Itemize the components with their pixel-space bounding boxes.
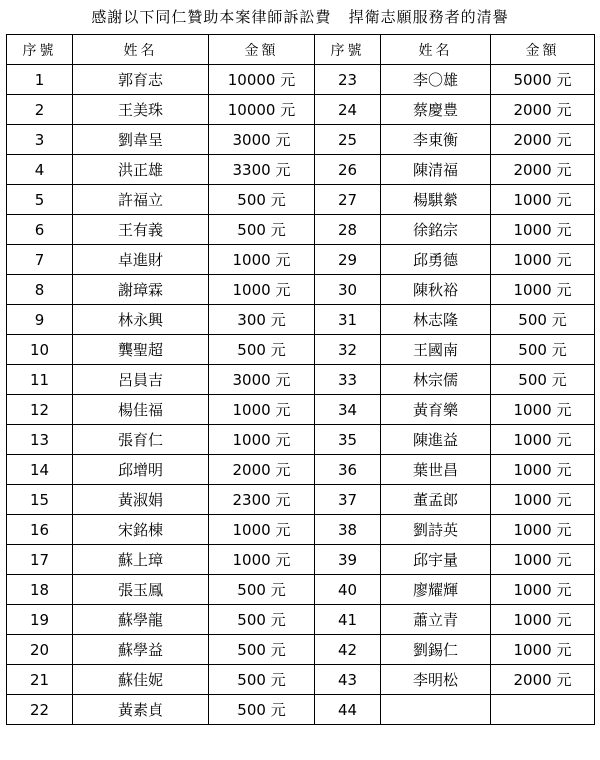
table-header-row <box>7 35 595 65</box>
header-name-left: 姓名 <box>73 35 209 65</box>
donor-name: 黃育樂 <box>381 395 491 425</box>
donor-number: 36 <box>315 455 381 485</box>
table-row <box>7 185 595 215</box>
header-number-left: 序號 <box>7 35 73 65</box>
donor-number: 40 <box>315 575 381 605</box>
donor-amount: 2000 元 <box>491 125 595 155</box>
donor-name: 王國南 <box>381 335 491 365</box>
donor-amount: 500 元 <box>209 635 315 665</box>
donor-amount: 500 元 <box>209 575 315 605</box>
donor-name: 劉詩英 <box>381 515 491 545</box>
donor-number: 3 <box>7 125 73 155</box>
donor-name: 董孟郎 <box>381 485 491 515</box>
donor-amount: 1000 元 <box>491 455 595 485</box>
donor-number: 24 <box>315 95 381 125</box>
donor-number: 29 <box>315 245 381 275</box>
donor-amount: 1000 元 <box>209 515 315 545</box>
donor-number: 28 <box>315 215 381 245</box>
table-row <box>7 485 595 515</box>
donor-name: 邱宇量 <box>381 545 491 575</box>
donor-amount: 500 元 <box>209 695 315 725</box>
donor-name: 李〇雄 <box>381 65 491 95</box>
donor-amount: 1000 元 <box>491 215 595 245</box>
donor-number: 20 <box>7 635 73 665</box>
donor-name: 陳秋裕 <box>381 275 491 305</box>
donor-name: 呂員吉 <box>73 365 209 395</box>
donor-number: 26 <box>315 155 381 185</box>
donor-name: 葉世昌 <box>381 455 491 485</box>
header-name-right: 姓名 <box>381 35 491 65</box>
donor-number: 7 <box>7 245 73 275</box>
donor-name: 李東衡 <box>381 125 491 155</box>
donor-number: 38 <box>315 515 381 545</box>
donor-number: 15 <box>7 485 73 515</box>
donor-name: 陳清福 <box>381 155 491 185</box>
donor-number: 42 <box>315 635 381 665</box>
donor-amount: 3000 元 <box>209 125 315 155</box>
table-row <box>7 515 595 545</box>
donor-name: 洪正雄 <box>73 155 209 185</box>
table-row <box>7 245 595 275</box>
donor-amount: 1000 元 <box>491 395 595 425</box>
donor-name: 卓進財 <box>73 245 209 275</box>
donor-number: 34 <box>315 395 381 425</box>
donor-amount: 500 元 <box>491 335 595 365</box>
donor-name: 邱增明 <box>73 455 209 485</box>
donor-amount <box>491 695 595 725</box>
donor-number: 6 <box>7 215 73 245</box>
donor-number: 11 <box>7 365 73 395</box>
donor-amount: 1000 元 <box>209 245 315 275</box>
header-amount-right: 金額 <box>491 35 595 65</box>
donor-amount: 1000 元 <box>491 545 595 575</box>
donor-amount: 300 元 <box>209 305 315 335</box>
donor-name: 林志隆 <box>381 305 491 335</box>
donor-name: 楊佳福 <box>73 395 209 425</box>
donor-amount: 1000 元 <box>491 185 595 215</box>
donor-number: 43 <box>315 665 381 695</box>
donor-amount: 2300 元 <box>209 485 315 515</box>
table-row <box>7 125 595 155</box>
donor-name: 張育仁 <box>73 425 209 455</box>
donor-amount: 1000 元 <box>209 425 315 455</box>
table-row <box>7 95 595 125</box>
donor-amount: 3000 元 <box>209 365 315 395</box>
donor-amount: 500 元 <box>209 605 315 635</box>
table-row <box>7 605 595 635</box>
table-row <box>7 155 595 185</box>
table-row <box>7 395 595 425</box>
donor-name: 林宗儒 <box>381 365 491 395</box>
donor-number: 27 <box>315 185 381 215</box>
donor-name: 蘇學龍 <box>73 605 209 635</box>
donor-amount: 2000 元 <box>491 155 595 185</box>
donor-amount: 5000 元 <box>491 65 595 95</box>
donor-number: 12 <box>7 395 73 425</box>
donor-amount: 1000 元 <box>491 275 595 305</box>
donor-name: 陳進益 <box>381 425 491 455</box>
table-row <box>7 335 595 365</box>
donor-number: 30 <box>315 275 381 305</box>
donor-amount: 1000 元 <box>209 545 315 575</box>
donor-amount: 1000 元 <box>491 425 595 455</box>
donor-amount: 500 元 <box>491 365 595 395</box>
donor-name: 徐銘宗 <box>381 215 491 245</box>
donor-number: 2 <box>7 95 73 125</box>
table-row <box>7 365 595 395</box>
donor-amount: 3300 元 <box>209 155 315 185</box>
donor-number: 13 <box>7 425 73 455</box>
donor-number: 17 <box>7 545 73 575</box>
donor-number: 18 <box>7 575 73 605</box>
donor-number: 41 <box>315 605 381 635</box>
donor-name: 邱勇德 <box>381 245 491 275</box>
donor-amount: 1000 元 <box>491 635 595 665</box>
donor-name: 蔡慶豊 <box>381 95 491 125</box>
donor-name: 廖耀輝 <box>381 575 491 605</box>
donor-number: 19 <box>7 605 73 635</box>
header-number-right: 序號 <box>315 35 381 65</box>
donor-number: 4 <box>7 155 73 185</box>
donor-number: 14 <box>7 455 73 485</box>
document-title: 感謝以下同仁贊助本案律師訴訟費 捍衛志願服務者的清譽 <box>91 8 509 26</box>
donor-amount: 500 元 <box>209 335 315 365</box>
donor-amount: 1000 元 <box>491 515 595 545</box>
donor-amount: 1000 元 <box>491 605 595 635</box>
donor-table <box>6 34 595 725</box>
donor-name: 許福立 <box>73 185 209 215</box>
donor-amount: 1000 元 <box>209 275 315 305</box>
donor-amount: 2000 元 <box>491 95 595 125</box>
donor-amount: 500 元 <box>209 185 315 215</box>
donor-name: 王美珠 <box>73 95 209 125</box>
donor-name: 龔聖超 <box>73 335 209 365</box>
donor-name: 黃素貞 <box>73 695 209 725</box>
table-row <box>7 305 595 335</box>
donor-number: 1 <box>7 65 73 95</box>
donor-number: 32 <box>315 335 381 365</box>
donor-number: 39 <box>315 545 381 575</box>
donor-name: 宋銘棟 <box>73 515 209 545</box>
donor-amount: 2000 元 <box>209 455 315 485</box>
donor-number: 31 <box>315 305 381 335</box>
donor-name: 蕭立青 <box>381 605 491 635</box>
table-row <box>7 455 595 485</box>
donor-name: 楊騏縈 <box>381 185 491 215</box>
donor-amount: 1000 元 <box>491 575 595 605</box>
donor-name: 蘇上璋 <box>73 545 209 575</box>
table-row <box>7 215 595 245</box>
donor-number: 5 <box>7 185 73 215</box>
donor-number: 33 <box>315 365 381 395</box>
donor-number: 9 <box>7 305 73 335</box>
donor-name <box>381 695 491 725</box>
donor-number: 35 <box>315 425 381 455</box>
donor-number: 44 <box>315 695 381 725</box>
donor-number: 8 <box>7 275 73 305</box>
table-row <box>7 545 595 575</box>
donor-name: 蘇學益 <box>73 635 209 665</box>
donor-number: 21 <box>7 665 73 695</box>
donor-number: 10 <box>7 335 73 365</box>
donor-name: 黃淑娟 <box>73 485 209 515</box>
table-row <box>7 275 595 305</box>
header-amount-left: 金額 <box>209 35 315 65</box>
donor-amount: 1000 元 <box>209 395 315 425</box>
donor-amount: 1000 元 <box>491 485 595 515</box>
donor-table-body <box>7 65 595 725</box>
donor-amount: 2000 元 <box>491 665 595 695</box>
donor-number: 25 <box>315 125 381 155</box>
donor-name: 李明松 <box>381 665 491 695</box>
donor-amount: 10000 元 <box>209 65 315 95</box>
donor-name: 林永興 <box>73 305 209 335</box>
donor-name: 王有義 <box>73 215 209 245</box>
table-row <box>7 695 595 725</box>
donor-amount: 10000 元 <box>209 95 315 125</box>
donor-name: 蘇佳妮 <box>73 665 209 695</box>
donor-number: 16 <box>7 515 73 545</box>
donor-name: 劉韋呈 <box>73 125 209 155</box>
donor-amount: 1000 元 <box>491 245 595 275</box>
donor-name: 謝璋霖 <box>73 275 209 305</box>
donor-amount: 500 元 <box>209 215 315 245</box>
donor-name: 張玉鳳 <box>73 575 209 605</box>
donor-name: 郭育志 <box>73 65 209 95</box>
donor-amount: 500 元 <box>209 665 315 695</box>
donor-number: 23 <box>315 65 381 95</box>
donor-number: 22 <box>7 695 73 725</box>
table-row <box>7 665 595 695</box>
donor-amount: 500 元 <box>491 305 595 335</box>
table-row <box>7 65 595 95</box>
table-row <box>7 635 595 665</box>
donor-number: 37 <box>315 485 381 515</box>
table-row <box>7 425 595 455</box>
table-row <box>7 575 595 605</box>
donor-name: 劉錫仁 <box>381 635 491 665</box>
